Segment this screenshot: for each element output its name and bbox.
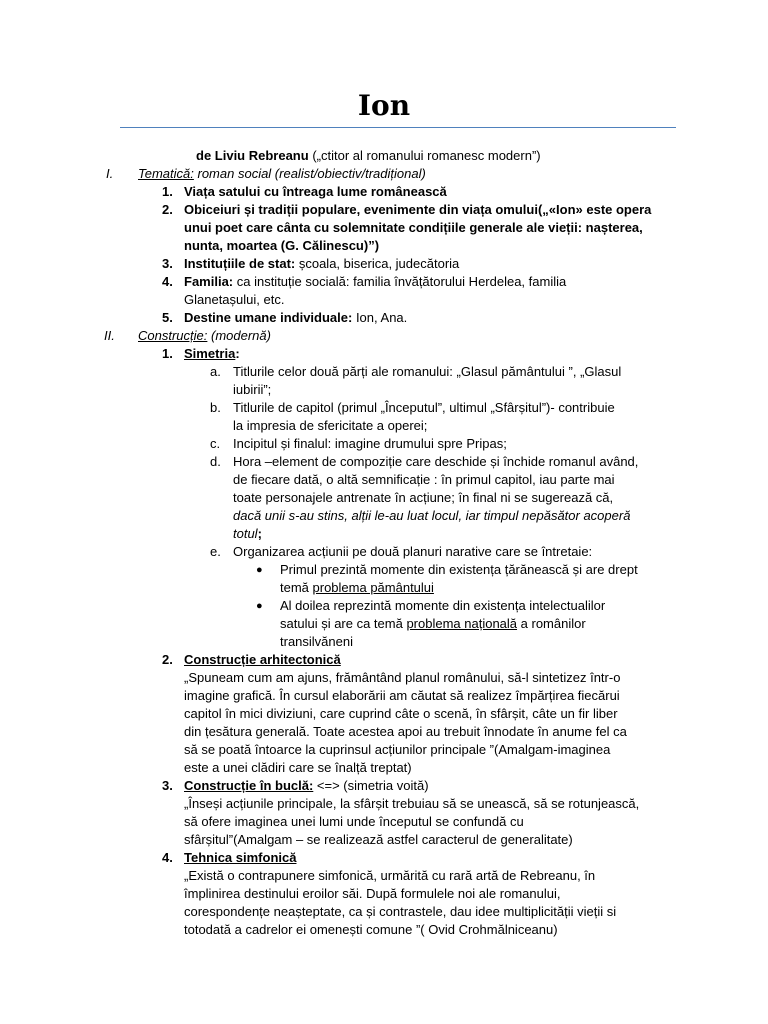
section-2-heading-label: Construcție: <box>138 328 208 343</box>
s1-item-4-bold: Familia: <box>184 274 234 289</box>
s1-item-2-bold: Obiceiuri și tradiții populare, evenimente din viața omului <box>184 202 538 217</box>
s1-item-2-line-1 <box>184 201 651 219</box>
bullet-2-underlined: problema națională <box>406 616 518 631</box>
s1-item-5-number: 5. <box>162 310 173 325</box>
letter-b-line-1: Titlurile de capitol (primul „Începutul”, ultimul „Sfârșitul”)- contribuie <box>233 400 615 415</box>
letter-a-line-1: Titlurile celor două părți ale romanului: „Glasul pământului ”, „Glasul <box>233 364 622 379</box>
letter-d-italic-end: totul <box>233 526 258 541</box>
s1-item-5-line-1 <box>184 309 407 327</box>
s1-item-5-rest: Ion, Ana. <box>352 310 408 325</box>
simetria-colon: : <box>235 346 240 361</box>
subtitle <box>196 147 541 165</box>
s1-item-1-number: 1. <box>162 184 173 199</box>
s2-item-3-heading <box>184 777 429 795</box>
s1-item-2-number: 2. <box>162 202 173 217</box>
bucla-line-1: „Înseși acțiunile principale, la sfârșit trebuiau să se unească, să se rotunjească, <box>184 796 640 811</box>
s1-item-2-rest: („«Ion» este opera <box>537 202 652 217</box>
letter-d-line-2: de fiecare dată, o altă semnificație : în primul capitol, iau parte mai <box>233 472 615 487</box>
letter-b-line-2: la impresia de sfericitate a operei; <box>233 418 428 433</box>
s1-item-3-number: 3. <box>162 256 173 271</box>
bullet-2-dot: ● <box>256 600 263 612</box>
title-underline <box>120 127 676 128</box>
arhitectonica-line-5: să se poată întoarce la cuprinsul acțiunilor principale ”(Amalgam-imaginea <box>184 742 611 757</box>
bucla-line-3: sfârșitul”(Amalgam – se realizează astfel caracterul de generalitate) <box>184 832 573 847</box>
s2-item-4-number: 4. <box>162 850 173 865</box>
s1-item-3-line-1 <box>184 255 459 273</box>
simfonica-line-1: „Există o contrapunere simfonică, urmărită cu rară artă de Rebreanu, în <box>184 868 596 883</box>
s2-item-1-heading <box>184 345 240 363</box>
section-1-heading-label: Tematică: <box>138 166 194 181</box>
bullet-2-pre: satului și are ca temă <box>280 616 407 631</box>
simfonica-line-2: împlinirea destinului eroilor săi. După formulele noi ale romanului, <box>184 886 561 901</box>
letter-b-marker: b. <box>210 400 221 415</box>
s1-item-3-rest: școala, biserica, judecătoria <box>295 256 460 271</box>
letter-d-line-1: Hora –element de compoziție care deschide și închide romanul având, <box>233 454 639 469</box>
section-2-marker: II. <box>104 328 115 343</box>
bullet-1-line-2 <box>280 579 434 597</box>
arhitectonica-line-4: din țesătura generală. Toate acestea apoi au trebuit înnodate în anume fel ca <box>184 724 627 739</box>
bullet-2-line-2 <box>280 615 586 633</box>
letter-a-marker: a. <box>210 364 221 379</box>
s2-item-1-number: 1. <box>162 346 173 361</box>
bullet-1-line-1: Primul prezintă momente din existența țărănească și are drept <box>280 562 638 577</box>
bucla-label: Construcție în buclă: <box>184 778 314 793</box>
s1-item-4-line-1 <box>184 273 566 291</box>
arhitectonica-line-2: imagine grafică. În cursul elaborării am căutat să realizez împărțirea fiecărui <box>184 688 620 703</box>
s2-item-3-number: 3. <box>162 778 173 793</box>
arhitectonica-line-6: este a unei clădiri care se înalță treptat) <box>184 760 412 775</box>
letter-d-line-4: dacă unii s-au stins, alții le-au luat locul, iar timpul nepăsător acoperă <box>233 508 631 523</box>
letter-d-end-punct: ; <box>257 526 262 541</box>
letter-d-marker: d. <box>210 454 221 469</box>
simfonica-line-4: totodată a cadrelor ei omenești comune ”( Ovid Crohmălniceanu) <box>184 922 558 937</box>
s2-item-4-heading: Tehnica simfonică <box>184 850 297 865</box>
s1-item-2-line-2: unui poet care cânta cu solemnitate condițiile generale ale vieții: nașterea, <box>184 220 643 235</box>
letter-d-line-3: toate personajele antrenate în acțiune; în final ni se sugerează că, <box>233 490 614 505</box>
arhitectonica-line-3: capitol în mici diviziuni, care cuprind câte o scenă, în sfârșit, câte un fir liber <box>184 706 618 721</box>
s1-item-1-line-1: Viața satului cu întreaga lume românească <box>184 184 447 199</box>
letter-e-line-1: Organizarea acțiunii pe două planuri narative care se întretaie: <box>233 544 593 559</box>
s1-item-4-number: 4. <box>162 274 173 289</box>
bucla-line-2: să ofere imaginea unei lumi unde începutul se confundă cu <box>184 814 524 829</box>
letter-c-line-1: Incipitul și finalul: imagine drumului spre Pripas; <box>233 436 507 451</box>
section-1-marker: I. <box>106 166 114 181</box>
bullet-2-line-3: transilvăneni <box>280 634 353 649</box>
bullet-1-dot: ● <box>256 564 263 576</box>
letter-d-line-5 <box>233 525 262 543</box>
subtitle-rest: („ctitor al romanului romanesc modern”) <box>308 148 541 163</box>
bullet-2-line-1: Al doilea reprezintă momente din existența intelectualilor <box>280 598 606 613</box>
s1-item-2-line-3: nunta, moartea (G. Călinescu)”) <box>184 238 380 253</box>
section-1-heading-rest: roman social (realist/obiectiv/tradițional) <box>193 166 426 181</box>
letter-a-line-2: iubirii”; <box>233 382 272 397</box>
bucla-rest: <=> (simetria voită) <box>313 778 429 793</box>
s1-item-4-line-2: Glanetașului, etc. <box>184 292 285 307</box>
s1-item-5-bold: Destine umane individuale: <box>184 310 353 325</box>
letter-c-marker: c. <box>210 436 221 451</box>
section-1-heading <box>138 165 426 183</box>
simetria-label: Simetria <box>184 346 236 361</box>
s1-item-3-bold: Instituțiile de stat: <box>184 256 296 271</box>
letter-e-marker: e. <box>210 544 221 559</box>
arhitectonica-line-1: „Spuneam cum am ajuns, frământând planul românului, să-l sintetizez într-o <box>184 670 621 685</box>
s2-item-2-number: 2. <box>162 652 173 667</box>
s2-item-2-heading: Construcție arhitectonică <box>184 652 341 667</box>
document-title: Ion <box>357 89 411 122</box>
bullet-2-post: a românilor <box>517 616 586 631</box>
bullet-1-pre: temă <box>280 580 313 595</box>
section-2-heading-rest: (modernă) <box>207 328 271 343</box>
s1-item-4-rest: ca instituție socială: familia învățătorului Herdelea, familia <box>233 274 567 289</box>
subtitle-author: de Liviu Rebreanu <box>196 148 309 163</box>
section-2-heading <box>138 327 271 345</box>
simfonica-line-3: corespondențe neașteptate, ca și contrastele, dau idee multiplicității vieții si <box>184 904 617 919</box>
bullet-1-underlined: problema pământului <box>312 580 434 595</box>
